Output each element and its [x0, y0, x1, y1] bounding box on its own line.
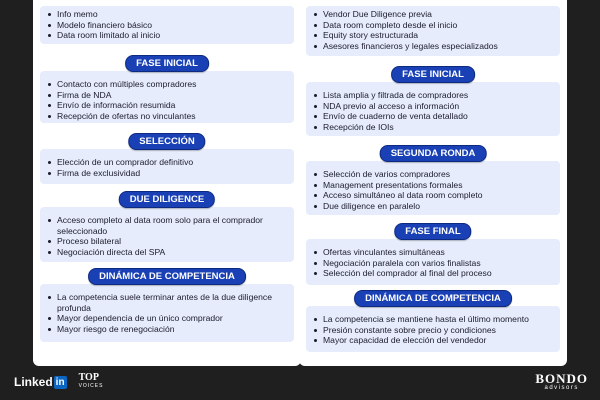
left-box-4 — [40, 284, 294, 342]
list-item: Data room limitado al inicio — [48, 30, 288, 41]
list-item: Due diligence en paralelo — [314, 201, 554, 212]
list-item: Mayor riesgo de renegociación — [48, 324, 288, 335]
list-item: Mayor capacidad de elección del vendedor — [314, 335, 554, 346]
section-pill: FASE INICIAL — [125, 55, 209, 72]
list-item: Elección de un comprador definitivo — [48, 157, 288, 168]
linkedin-text: Linked — [14, 375, 53, 389]
list-item: Asesores financieros y legales especializados — [314, 41, 554, 52]
list-item: Data room completo desde el inicio — [314, 20, 554, 31]
right-box-4 — [306, 306, 560, 352]
list-item: Vendor Due Diligence previa — [314, 9, 554, 20]
list-item: Firma de exclusividad — [48, 168, 288, 179]
footer-left — [14, 374, 103, 390]
list-item: Modelo financiero básico — [48, 20, 288, 31]
brand-sub: advisors — [544, 385, 579, 391]
right-box-0 — [306, 6, 560, 56]
right-box-1 — [306, 82, 560, 136]
list-item: La competencia suele terminar antes de la due diligence profunda — [48, 292, 288, 313]
list-item: Negociación directa del SPA — [48, 247, 288, 258]
linkedin-logo — [14, 375, 67, 389]
top-voices-badge — [79, 374, 104, 390]
list-item: Equity story estructurada — [314, 30, 554, 41]
left-box-3 — [40, 207, 294, 262]
right-box-2 — [306, 161, 560, 215]
brand-name: BONDO — [535, 371, 588, 386]
list-item: Info memo — [48, 9, 288, 20]
list-item: Ofertas vinculantes simultáneas — [314, 247, 554, 258]
brand-logo — [535, 372, 588, 392]
left-box-2 — [40, 149, 294, 184]
left-box-0 — [40, 6, 294, 44]
list-item: Mayor dependencia de un único comprador — [48, 313, 288, 324]
section-pill: DINÁMICA DE COMPETENCIA — [88, 268, 246, 285]
list-item: Lista amplia y filtrada de compradores — [314, 90, 554, 101]
list-item: Presión constante sobre precio y condiciones — [314, 325, 554, 336]
linkedin-in-badge: in — [55, 376, 65, 388]
list-item: Selección de varios compradores — [314, 169, 554, 180]
list-item: Contacto con múltiples compradores — [48, 79, 288, 90]
section-pill: SELECCIÓN — [128, 133, 205, 150]
list-item: Management presentations formales — [314, 180, 554, 191]
top-voices-line1: TOP — [78, 372, 99, 383]
left-column — [33, 0, 301, 366]
left-box-1 — [40, 71, 294, 123]
list-item: Negociación paralela con varios finalistas — [314, 258, 554, 269]
right-column — [299, 0, 567, 366]
list-item: Acceso simultáneo al data room completo — [314, 190, 554, 201]
list-item: Firma de NDA — [48, 90, 288, 101]
section-pill: FASE FINAL — [394, 223, 471, 240]
list-item: Recepción de IOIs — [314, 122, 554, 133]
list-item: Recepción de ofertas no vinculantes — [48, 111, 288, 122]
section-pill: DINÁMICA DE COMPETENCIA — [354, 290, 512, 307]
list-item: Envío de información resumida — [48, 100, 288, 111]
top-voices-line2: VOICES — [78, 383, 104, 389]
list-item: Envío de cuaderno de venta detallado — [314, 111, 554, 122]
list-item: La competencia se mantiene hasta el último momento — [314, 314, 554, 325]
list-item: Proceso bilateral — [48, 236, 288, 247]
section-pill: DUE DILIGENCE — [119, 191, 215, 208]
list-item: Selección del comprador al final del proceso — [314, 268, 554, 279]
list-item: Acceso completo al data room solo para el comprador seleccionado — [48, 215, 288, 236]
section-pill: SEGUNDA RONDA — [380, 145, 487, 162]
right-box-3 — [306, 239, 560, 285]
section-pill: FASE INICIAL — [391, 66, 475, 83]
list-item: NDA previo al acceso a información — [314, 101, 554, 112]
